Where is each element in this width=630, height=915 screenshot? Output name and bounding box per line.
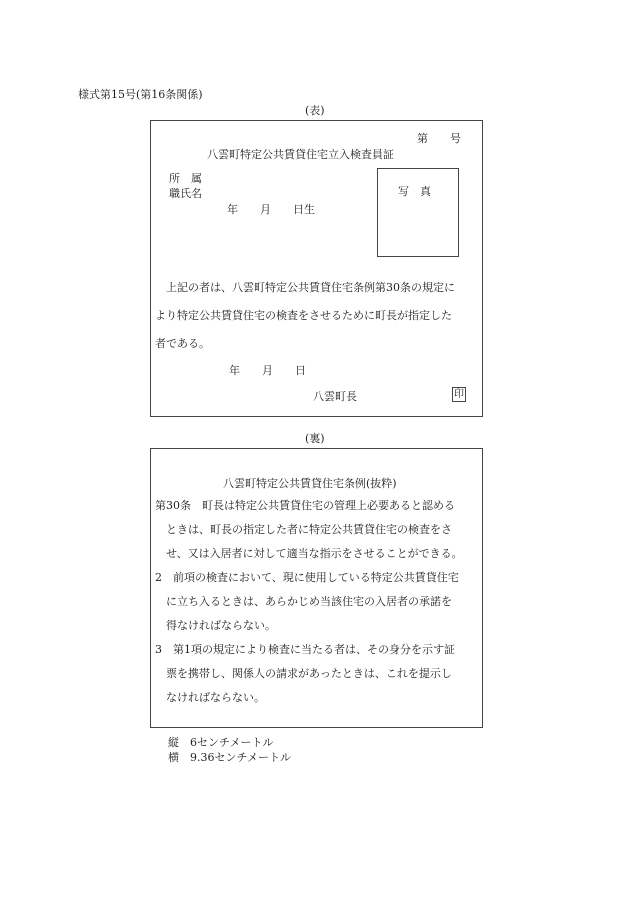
clause-line-1: 第30条 町長は特定公共賃貸住宅の管理上必要あると認める xyxy=(155,499,455,512)
dimension-width: 横 9.36センチメートル xyxy=(168,751,292,764)
dimension-height: 縦 6センチメートル xyxy=(168,736,274,749)
clause-line-2: ときは、町長の指定した者に特定公共賃貸住宅の検査をさ xyxy=(155,523,452,536)
body-line-2: より特定公共賃貸住宅の検査をさせるために町長が指定した xyxy=(155,309,452,322)
clause-line-5: に立ち入るときは、あらかじめ当該住宅の入居者の承諾を xyxy=(155,595,452,608)
clause-line-9: なければならない。 xyxy=(155,691,265,704)
front-card xyxy=(150,120,483,417)
body-line-1: 上記の者は、八雲町特定公共賃貸住宅条例第30条の規定に xyxy=(155,281,455,294)
front-label: (表) xyxy=(305,104,325,117)
issue-date: 年 月 日 xyxy=(229,364,306,377)
affiliation-label: 所 属 xyxy=(169,172,202,185)
clause-line-6: 得なければならない。 xyxy=(155,619,276,632)
card-title: 八雲町特定公共賃貸住宅立入検査員証 xyxy=(207,148,394,161)
body-line-3: 者である。 xyxy=(155,337,210,350)
name-label: 職氏名 xyxy=(169,187,202,200)
clause-line-3: せ、又は入居者に対して適当な指示をさせることができる。 xyxy=(155,547,463,560)
form-header: 様式第15号(第16条関係) xyxy=(78,88,203,101)
back-card xyxy=(150,448,483,728)
birth-date: 年 月 日生 xyxy=(227,203,315,216)
card-number: 第 号 xyxy=(417,132,461,145)
clause-line-4: 2 前項の検査において、現に使用している特定公共賃貸住宅 xyxy=(155,571,459,584)
clause-line-8: 票を携帯し、関係人の請求があったときは、これを提示し xyxy=(155,667,452,680)
back-title: 八雲町特定公共賃貸住宅条例(抜粋) xyxy=(223,477,397,490)
back-label: (裏) xyxy=(305,432,325,445)
issuer: 八雲町長 xyxy=(313,390,357,403)
photo-label: 写 真 xyxy=(398,185,431,198)
clause-line-7: 3 第1項の規定により検査に当たる者は、その身分を示す証 xyxy=(155,643,455,656)
photo-box xyxy=(377,168,459,257)
seal-box: 印 xyxy=(454,389,464,400)
